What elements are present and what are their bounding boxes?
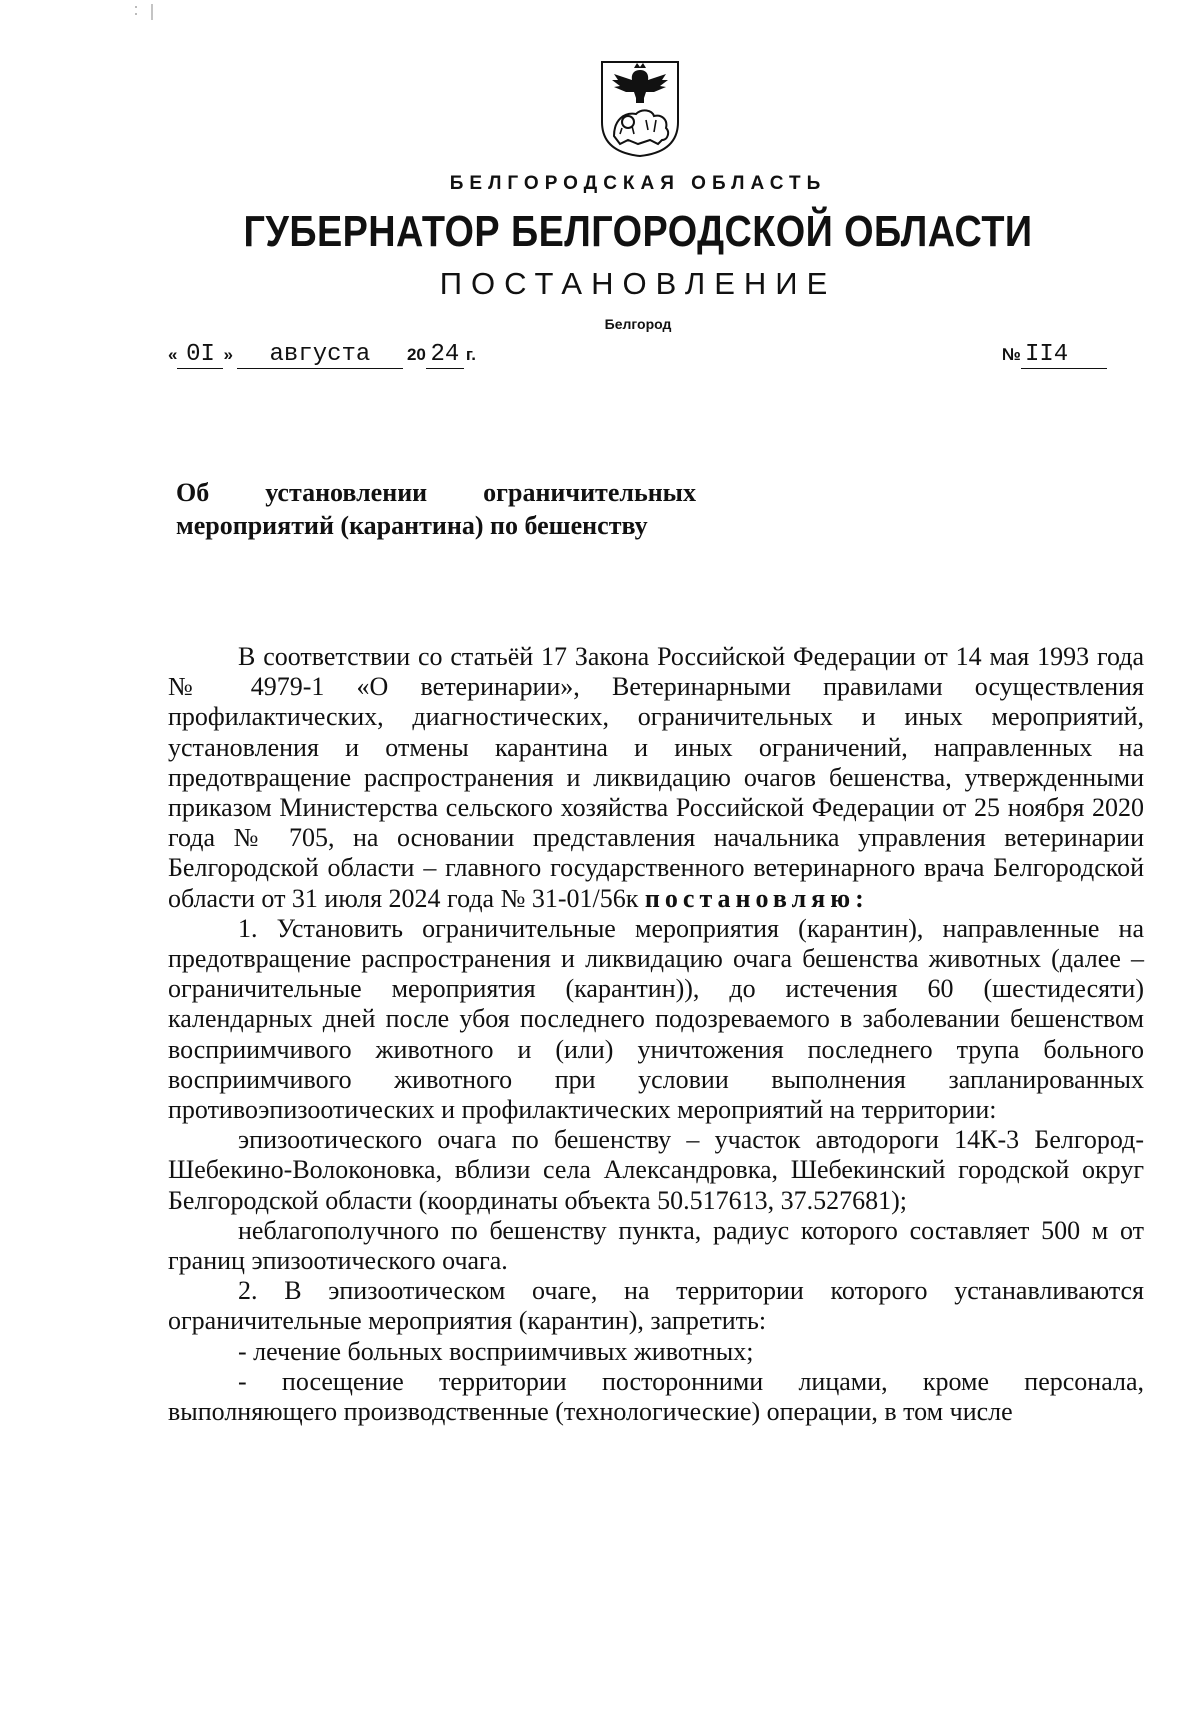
document-type: ПОСТАНОВЛЕНИЕ — [439, 266, 837, 301]
city-label: Белгород — [604, 316, 672, 332]
authority-title: ГУБЕРНАТОР БЕЛГОРОДСКОЙ ОБЛАСТИ — [243, 207, 1033, 256]
year-mark: г. — [465, 345, 476, 364]
year-prefix: 20 — [406, 345, 426, 364]
clause-1-paragraph: 1. Установить ограничительные мероприятия (карантин), направленные на предотвращение распространения и ликвидацию очага бешенства животных (далее – ограничительные мероприятия (карантин)), до истечения 60 (шестидесяти) календарных дней после убоя последнего подозреваемого в заболевании бешенством восприимчивого животного и (или) уничтожения последнего трупа больного восприимчивого животного при условии выполнения запланированных противоэпизоотических и профилактических мероприятий на территории: — [168, 913, 1144, 1125]
subject-word: установлении — [265, 478, 428, 507]
date-month: августа — [237, 342, 403, 369]
preamble-paragraph — [168, 642, 1144, 914]
document-number — [1002, 342, 1107, 369]
subject-line-2: мероприятий (карантина) по бешенству — [176, 511, 648, 540]
focus-paragraph: эпизоотического очага по бешенству – участок автодороги 14К-3 Белгород-Шебекино-Волоконовка, вблизи села Александровка, Шебекинский городской округ Белгородской области (координаты объекта 50.517613, 37.527681); — [168, 1125, 1144, 1215]
number-value: II4 — [1021, 342, 1107, 369]
unsafe-point-paragraph: неблагополучного по бешенству пункта, радиус которого составляет 500 м от границ эпизоотического очага. — [168, 1215, 1144, 1276]
date-year: 24 — [426, 342, 464, 369]
number-label: № — [1002, 345, 1021, 364]
subject-word: Об — [176, 478, 210, 507]
preamble-text: В соответствии со статьёй 17 Закона Российской Федерации от 14 мая 1993 года № 4979-1 «О ветеринарии», Ветеринарными правилами осуществления профилактических, диагностических, ограничительных и иных мероприятий, установления и отмены карантина и иных ограничений, направленных на предотвращение распространения и ликвидацию очагов бешенства, утвержденными приказом Министерства сельского хозяйства Российской Федерации от 25 ноября 2020 года № 705, на основании представления начальника управления ветеринарии Белгородской области – главного государственного ветеринарного врача Белгородской области от 31 июля 2024 года № 31-01/56к — [168, 642, 1144, 913]
clause-2-paragraph: 2. В эпизоотическом очаге, на территории которого устанавливаются ограничительные мероприятия (карантин), запретить: — [168, 1276, 1144, 1336]
subject-word: ограничительных — [483, 478, 696, 507]
document-body — [168, 642, 1144, 1427]
subject-line-1 — [176, 476, 696, 509]
region-title: БЕЛГОРОДСКАЯ ОБЛАСТЬ — [449, 173, 827, 194]
document-date — [168, 342, 476, 369]
scan-artifact — [132, 4, 162, 20]
date-day: 0I — [177, 342, 223, 369]
quote-open: « — [168, 345, 178, 364]
quote-close: » — [223, 345, 233, 364]
document-subject — [176, 476, 696, 542]
resolve-word: постановляю: — [644, 883, 869, 913]
coat-of-arms-icon — [598, 56, 682, 158]
ban-item-1: - лечение больных восприимчивых животных; — [238, 1336, 754, 1366]
ban-item-2: - посещение территории посторонними лицами, кроме персонала, выполняющего производственные (технологические) операции, в том числе — [168, 1366, 1144, 1427]
